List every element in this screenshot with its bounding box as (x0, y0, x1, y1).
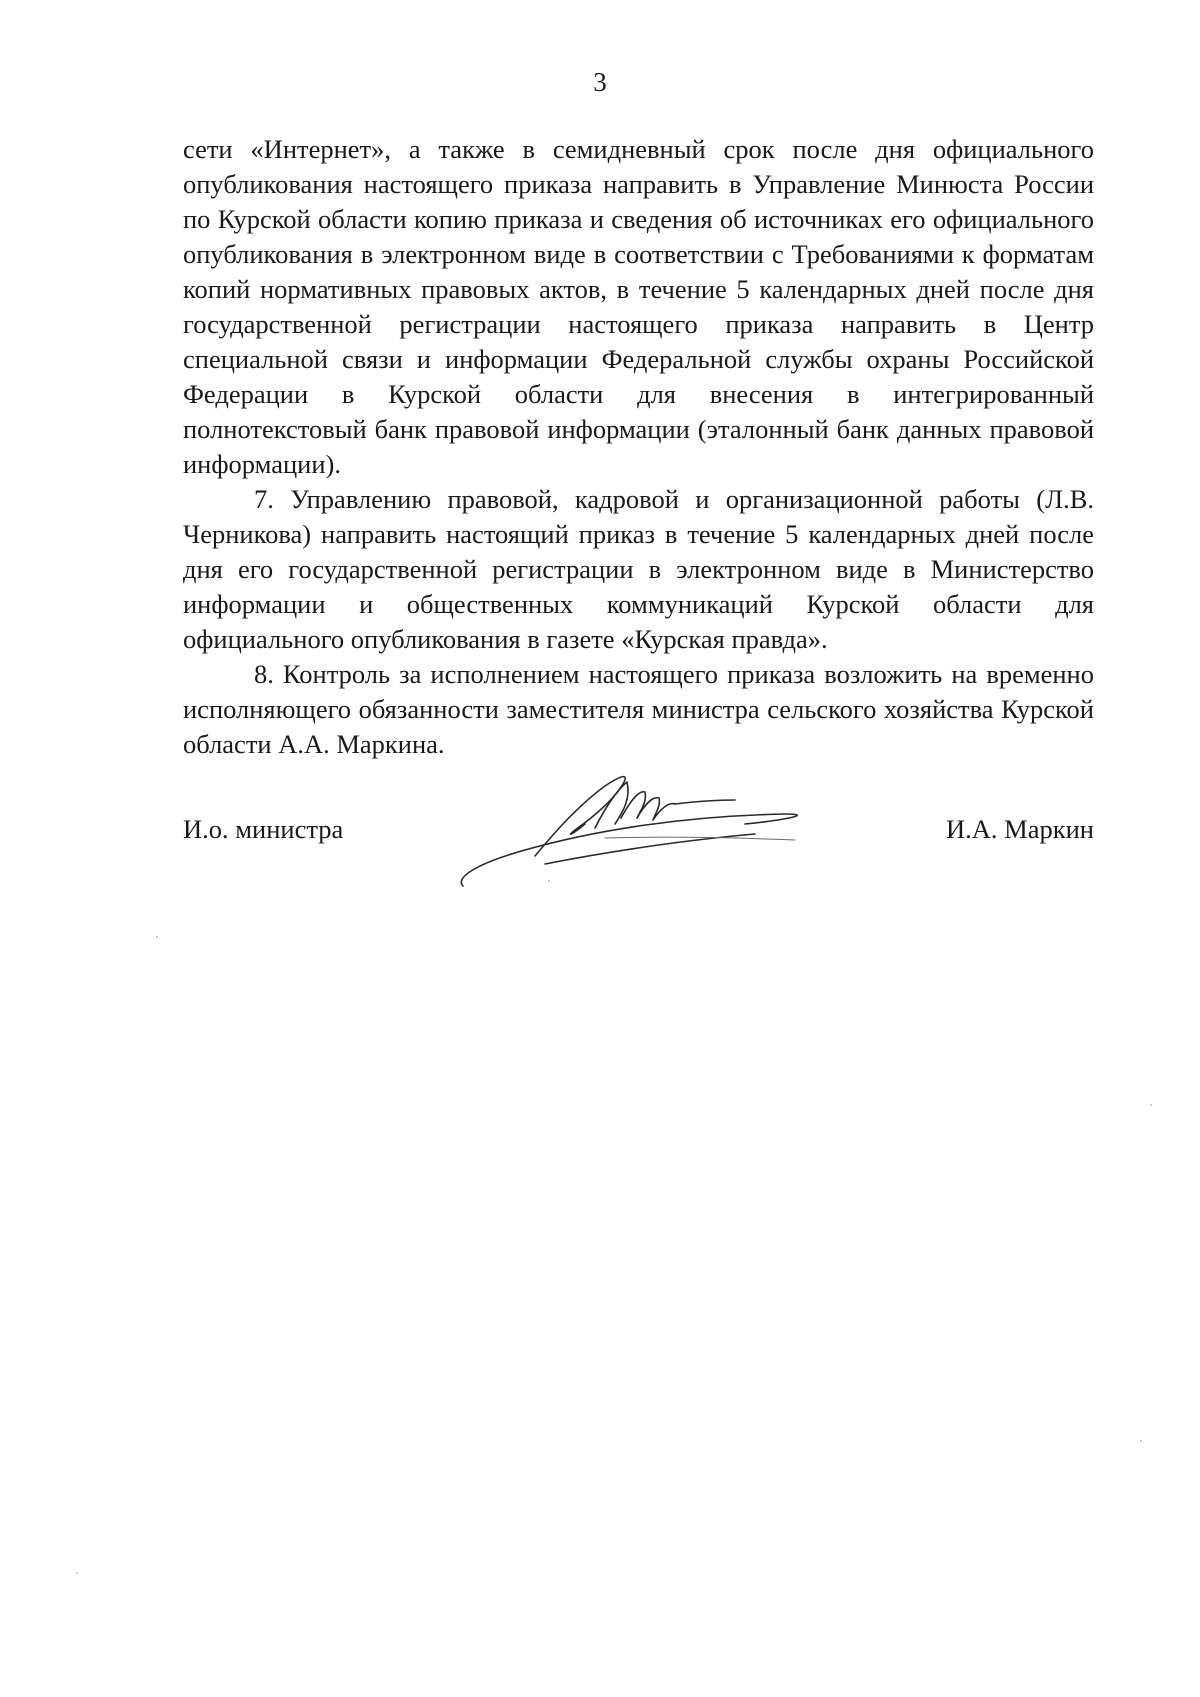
handwritten-signature (455, 768, 855, 898)
scan-speck (1150, 1104, 1152, 1106)
scan-speck (548, 880, 550, 882)
signatory-name: И.А. Маркин (946, 814, 1094, 844)
paragraph-item-8: 8. Контроль за исполнением настоящего приказа возложить на временно исполняющего обязанности заместителя министра сельского хозяйства Курской области А.А. Маркина. (183, 659, 1094, 759)
paragraph-continuation: сети «Интернет», а также в семидневный срок после дня официального опубликования настоящего приказа направить в Управление Минюста России по Курской области копию приказа и сведения об источниках его официального опубликования в электронном виде в соответствии с Требованиями к форматам копий нормативных правовых актов, в течение 5 календарных дней после дня государственной регистрации настоящего приказа направить в Центр специальной связи и информации Федеральной службы охраны Российской Федерации в Курской области для внесения в интегрированный полнотекстовый банк правовой информации (эталонный банк данных правовой информации). (183, 134, 1094, 479)
document-body (183, 132, 1094, 762)
scan-speck (156, 936, 158, 938)
scan-speck (1140, 1440, 1142, 1442)
page-number: 3 (593, 67, 607, 97)
paragraph-item-7: 7. Управлению правовой, кадровой и организационной работы (Л.В. Черникова) направить настоящий приказ в течение 5 календарных дней после дня его государственной регистрации в электронном виде в Министерство информации и общественных коммуникаций Курской области для официального опубликования в газете «Курская правда». (183, 484, 1094, 654)
signatory-position: И.о. министра (183, 814, 344, 844)
scan-speck (76, 1572, 78, 1574)
